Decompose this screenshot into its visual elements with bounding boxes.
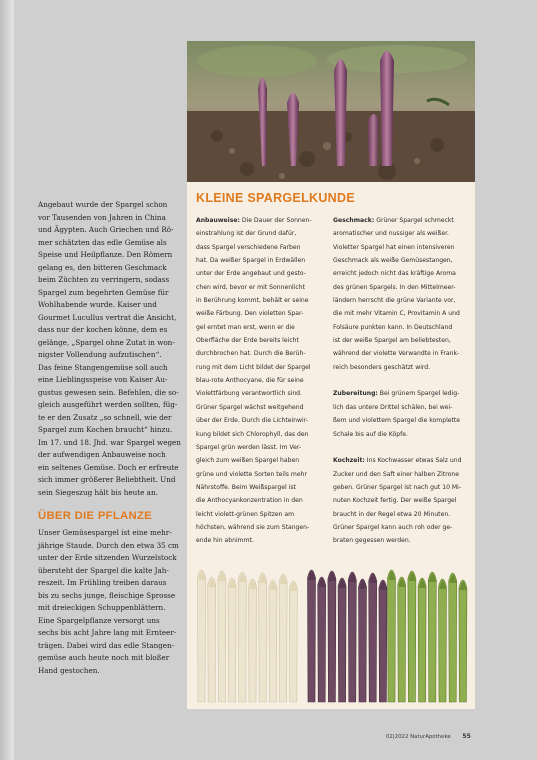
text-line: Spargel grün werden lässt. Im Ver- (196, 443, 302, 451)
anbauweise-paragraph (196, 214, 326, 548)
text-line: in Berührung kommt, behält er seine (196, 297, 309, 305)
text-line: übersteht der Spargel die kalte Jah- (38, 565, 169, 575)
asparagus-varieties-photo (190, 556, 474, 704)
text-line: Grüner Spargel wächst weitgehend (196, 403, 304, 411)
text-line: Hand gestochen. (38, 665, 100, 675)
zubereitung-paragraph (333, 387, 465, 440)
text-line: Unser Gemüsespargel ist eine mehr- (38, 528, 172, 537)
text-line: chen wird, bevor er mit Sonnenlicht (196, 283, 306, 291)
text-line: blau-rote Anthocyane, die für seine (196, 377, 304, 385)
page-footer (386, 733, 471, 740)
zubereitung-lead: Zubereitung: (333, 390, 378, 398)
text-line: gelang es, den bitteren Geschmack (38, 262, 167, 272)
text-line: unter der Erde sitzenden Wurzelstock (38, 553, 177, 562)
text-line: höchsten, während sie zum Stangen- (196, 523, 310, 531)
text-line: beim Züchten zu verringern, sodass (38, 275, 170, 284)
page-number: 55 (462, 733, 471, 740)
text-line: des grünen Spargels. In den Mittelmeer- (333, 283, 456, 291)
text-line: hat. Da weißer Spargel in Erdwällen (196, 257, 306, 265)
text-line: erreicht jedoch nicht das kräftige Aroma (333, 270, 456, 278)
text-line: mer schätzten das edle Gemüse als (38, 237, 167, 247)
text-line: braten gegessen werden. (333, 537, 411, 545)
text-line: Wohlhabende wurde. Kaiser und (38, 300, 157, 309)
text-line: Violettfärbung verantwortlich sind. (196, 390, 302, 398)
asparagus-field-photo (187, 41, 475, 182)
box-column-left (196, 214, 326, 548)
text-line: Das feine Stangengemüse soll auch (38, 362, 168, 372)
kochzeit-paragraph (333, 454, 465, 547)
text-line: Nährstoffe. Beim Weißspargel ist (196, 483, 296, 491)
text-line: Spargel zum Kochen braucht“ hinzu. (38, 425, 173, 434)
text-line: eine Lieblingsspeise von Kaiser Au- (38, 375, 168, 384)
geschmack-first-rest: Grüner Spargel schmeckt (374, 217, 454, 224)
text-line: gelänge, „Spargel ohne Zutat in won- (38, 337, 175, 347)
text-line: ein seltenes Gemüse. Doch er erfreute (38, 462, 179, 472)
text-line: Geschmack als weiße Gemüsestangen, (333, 257, 453, 265)
text-line: braucht in der Regel etwa 20 Minuten. (333, 510, 451, 518)
text-line: lich das untere Drittel schälen, bei wei- (333, 403, 453, 411)
text-line: ist der weiße Spargel am beliebtesten, (333, 337, 451, 345)
text-line: sein Siegeszug hält bis heute an. (38, 487, 158, 497)
text-line: trägen. Dabei wird das edle Stangen- (38, 640, 175, 650)
text-line: gemüse auch heute noch mit bloßer (38, 653, 170, 662)
text-line: nuten Kochzeit fertig. Der weiße Spargel (333, 497, 457, 505)
box-column-right (333, 214, 465, 548)
text-line: geben. Grüner Spargel ist nach gut 10 Mi- (333, 483, 462, 491)
anbauweise-first-line (196, 214, 326, 227)
text-line: te er den Zusatz „so schnell, wie der (38, 412, 172, 422)
text-line: ländern herrscht die grüne Variante vor, (333, 297, 456, 305)
text-line: jährige Staude. Durch den etwa 35 cm (38, 540, 179, 550)
text-line: gleich zum weißen Spargel haben (196, 457, 300, 465)
anbauweise-first-rest: Die Dauer der Sonnen- (239, 217, 312, 224)
text-line: Gourmet Lucullus vertrat die Ansicht, (38, 312, 177, 322)
text-line: und Ägypten. Auch Griechen und Rö- (38, 225, 174, 234)
text-line: nigster Vollendung aufzutischen“. (38, 350, 162, 359)
text-line: aromatischer und nussiger als weißer. (333, 230, 449, 238)
text-line: der aufwendigen Anbauweise noch (38, 450, 166, 459)
text-line: sechs bis acht Jahre lang mit Ernteer- (38, 628, 177, 637)
text-line: rung mit dem Licht bildet der Spargel (196, 363, 311, 371)
text-line: dass Spargel verschiedene Farben (196, 243, 301, 251)
text-line: sich immer größerer Beliebtheit. Und (38, 475, 176, 484)
zubereitung-first-rest: Bei grünem Spargel ledig- (377, 390, 460, 398)
text-line: bis zu sechs junge, fleischige Sprosse (38, 590, 176, 600)
issue-label: 02|2022 NaturApotheke (386, 734, 451, 740)
text-line: während der violette Verwandte in Frank- (333, 350, 460, 358)
text-line: durchbrochen hat. Durch die Berüh- (196, 350, 306, 358)
text-line: reszeit. Im Frühling treiben daraus (38, 578, 167, 587)
text-line: Schale bis auf die Köpfe. (333, 430, 408, 438)
text-line: mit dreieckigen Schuppenblättern. (38, 603, 166, 612)
zubereitung-first-line (333, 387, 465, 400)
text-line: reich besonders geschätzt wird. (333, 363, 431, 371)
text-line: ßem und violettem Spargel die komplette (333, 417, 461, 425)
geschmack-paragraph (333, 214, 465, 374)
text-line: gel erntet man erst, wenn er die (196, 323, 295, 331)
text-line: über der Erde. Durch die Lichteinwir- (196, 417, 309, 425)
kochzeit-first-rest: Ins Kochwasser etwas Salz und (364, 457, 462, 465)
section-heading: ÜBER DIE PFLANZE (38, 510, 153, 522)
text-line: die mit mehr Vitamin C, Provitamin A und (333, 310, 460, 318)
text-line: Grüner Spargel kann auch roh oder ge- (333, 523, 453, 531)
text-line: weiße Färbung. Den violetten Spar- (196, 310, 304, 318)
text-line: gustus gewesen sein. Befehlen, die so- (38, 387, 179, 397)
box-title: KLEINE SPARGELKUNDE (196, 191, 355, 205)
main-text-column (38, 199, 188, 677)
text-line: einstrahlung ist der Grund dafür, (196, 230, 297, 238)
text-line: Eine Spargelpflanze versorgt uns (38, 615, 160, 625)
text-line: grüne und violette Sorten teils mehr (196, 470, 307, 478)
page-gutter-shadow (0, 0, 14, 760)
geschmack-first-line (333, 214, 465, 227)
text-line: Spargel zum begehrten Gemüse für (38, 287, 169, 297)
kochzeit-first-line (333, 454, 465, 467)
text-line: leicht violett-grünen Spitzen am (196, 510, 295, 518)
text-line: die Anthocyankonzentration in den (196, 497, 303, 505)
text-line: Oberfläche der Erde bereits leicht (196, 337, 299, 345)
anbauweise-lead: Anbauweise: (196, 217, 240, 224)
kochzeit-lead: Kochzeit: (333, 457, 365, 465)
text-line: Im 17. und 18. Jhd. war Spargel wegen (38, 437, 181, 447)
text-line: unter der Erde angebaut und gesto- (196, 270, 306, 278)
text-line: Folsäure punkten kann. In Deutschland (333, 323, 453, 331)
text-line: dass nur der kochen könne, dem es (38, 325, 168, 334)
text-line: Angebaut wurde der Spargel schon (38, 200, 168, 209)
geschmack-lead: Geschmack: (333, 217, 375, 224)
text-line: Speise und Heilpflanze. Den Römern (38, 250, 173, 259)
text-line: vor Tausenden von Jahren in China (38, 212, 166, 222)
text-line: kung bildet sich Chlorophyll, das den (196, 430, 309, 438)
text-line: ende hin abnimmt. (196, 537, 254, 545)
text-line: Zucker und den Saft einer halben Zitrone (333, 470, 459, 478)
text-line: gleich ausgeführt werden sollten, füg- (38, 400, 178, 409)
text-line: Violetter Spargel hat einen intensiveren (333, 243, 455, 251)
